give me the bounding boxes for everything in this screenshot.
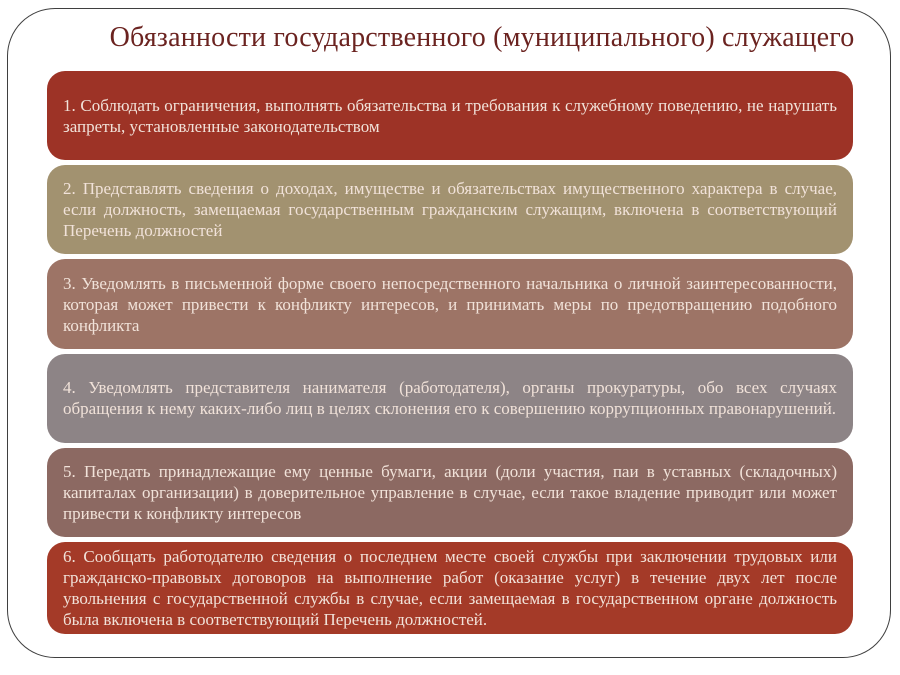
duty-item-2 — [47, 165, 853, 254]
duty-item-6-text: 6. Сообщать работодателю сведения о последнем месте своей службы при заключении трудовых или гражданско-правовых договоров на выполнение работ (оказание услуг) в течение двух лет после увольнения с государственной службы в случае, если замещаемая в государственном органе должность была включена в соответствующий Перечень должностей. — [63, 547, 837, 630]
duties-list — [47, 71, 853, 634]
duty-item-5 — [47, 448, 853, 537]
duty-item-5-text: 5. Передать принадлежащие ему ценные бумаги, акции (доли участия, паи в уставных (складочных) капиталах организации) в доверительное управление в случае, если такое владение приводит или может привести к конфликту интересов — [63, 461, 837, 523]
duty-item-2-text: 2. Представлять сведения о доходах, имуществе и обязательствах имущественного характера в случае, если должность, замещаемая государственным гражданским служащим, включена в соответствующий Перечень должностей — [63, 179, 837, 241]
duty-item-3 — [47, 259, 853, 348]
duty-item-1 — [47, 71, 853, 160]
duty-item-6 — [47, 542, 853, 634]
duty-item-4-text: 4. Уведомлять представителя нанимателя (работодателя), органы прокуратуры, обо всех случаях обращения к нему каких-либо лиц в целях склонения его к совершению коррупционных правонарушений. — [63, 378, 837, 419]
duty-item-3-text: 3. Уведомлять в письменной форме своего непосредственного начальника о личной заинтересованности, которая может привести к конфликту интересов, и принимать меры по предотвращению подобного конфликта — [63, 273, 837, 335]
slide-title: Обязанности государственного (муниципального) служащего — [109, 22, 855, 53]
duty-item-4 — [47, 354, 853, 443]
duty-item-1-text: 1. Соблюдать ограничения, выполнять обязательства и требования к служебному поведению, не нарушать запреты, установленные законодательством — [63, 95, 837, 136]
